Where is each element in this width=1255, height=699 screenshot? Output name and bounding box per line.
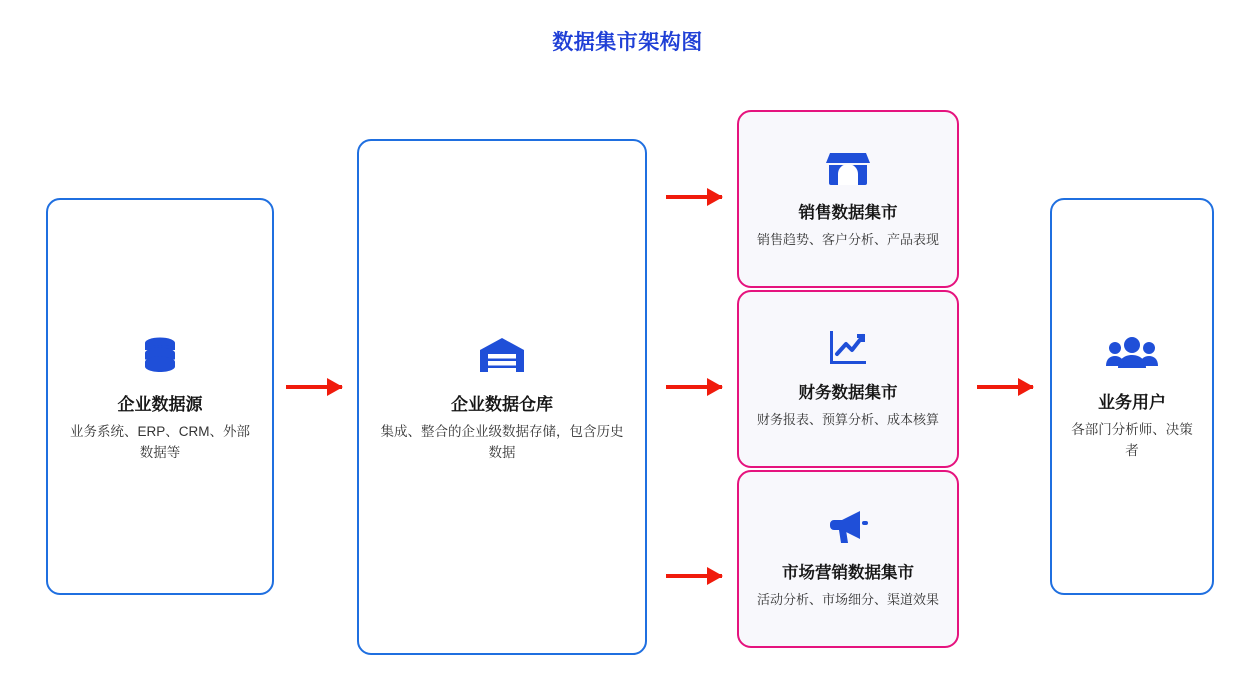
node-description: 财务报表、预算分析、成本核算 — [756, 412, 939, 428]
warehouse-icon — [476, 330, 528, 378]
node-business-users[interactable] — [1050, 198, 1214, 595]
node-enterprise-data-source[interactable] — [46, 198, 274, 595]
megaphone-icon — [826, 507, 870, 547]
node-marketing-data-mart[interactable] — [737, 470, 959, 648]
storefront-icon — [826, 147, 870, 187]
arrow-marts-to-users — [977, 385, 1033, 389]
arrow-source-to-warehouse — [286, 385, 342, 389]
node-description: 业务系统、ERP、CRM、外部数据等 — [69, 423, 250, 460]
node-enterprise-data-warehouse[interactable] — [357, 139, 647, 655]
arrow-warehouse-to-sales — [666, 195, 722, 199]
database-icon — [136, 330, 184, 378]
node-title: 市场营销数据集市 — [782, 564, 914, 583]
node-description: 各部门分析师、决策者 — [1071, 421, 1193, 458]
node-title: 企业数据仓库 — [451, 395, 553, 415]
node-title: 业务用户 — [1098, 392, 1166, 412]
node-title: 财务数据集市 — [798, 384, 898, 403]
node-title: 销售数据集市 — [798, 204, 898, 223]
page-title: 数据集市架构图 — [552, 31, 703, 54]
arrow-warehouse-to-finance — [666, 385, 722, 389]
arrow-warehouse-to-marketing — [666, 574, 722, 578]
node-description: 销售趋势、客户分析、产品表现 — [756, 232, 939, 248]
chart-line-icon — [826, 327, 870, 367]
node-finance-data-mart[interactable] — [737, 290, 959, 468]
node-description: 集成、整合的企业级数据存储，包含历史数据 — [380, 424, 624, 460]
node-title: 企业数据源 — [117, 394, 203, 414]
users-group-icon — [1106, 332, 1158, 376]
node-description: 活动分析、市场细分、渠道效果 — [756, 592, 939, 608]
node-sales-data-mart[interactable] — [737, 110, 959, 288]
